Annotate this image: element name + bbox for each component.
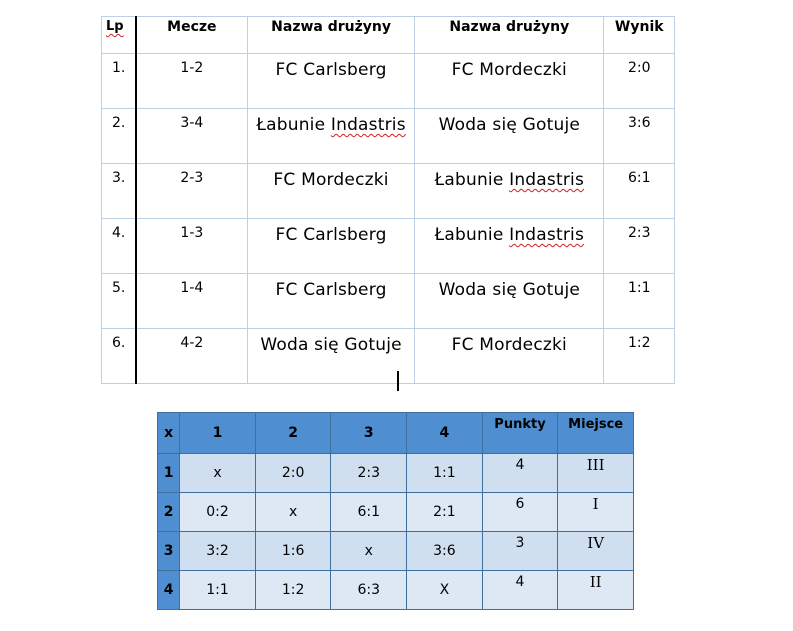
lp-cell: 4. xyxy=(102,219,136,274)
result-cell: 2:0 xyxy=(255,454,331,493)
team1-cell: Woda się Gotuje xyxy=(248,329,415,384)
spellcheck-word: Indastris xyxy=(330,115,406,135)
team1-cell: FC Carlsberg xyxy=(248,219,415,274)
miejsce-cell: III xyxy=(558,454,634,493)
header-punkty: Punkty xyxy=(482,413,558,454)
team2-cell: Woda się Gotuje xyxy=(415,274,604,329)
spellcheck-word: Indastris xyxy=(509,170,584,190)
row-team: 4 xyxy=(158,571,180,610)
miejsce-cell: II xyxy=(558,571,634,610)
result-cell: 3:2 xyxy=(180,532,256,571)
wynik-cell: 6:1 xyxy=(604,164,675,219)
table-row xyxy=(158,454,634,493)
result-cell: 2:3 xyxy=(331,454,407,493)
result-cell: 6:1 xyxy=(331,493,407,532)
lp-cell: 3. xyxy=(102,164,136,219)
result-cell: 1:1 xyxy=(407,454,483,493)
header-team-2: 2 xyxy=(255,413,331,454)
header-wynik: Wynik xyxy=(604,17,675,54)
punkty-cell: 3 xyxy=(482,532,558,571)
matches-table xyxy=(101,16,675,384)
lp-cell: 2. xyxy=(102,109,136,164)
punkty-cell: 4 xyxy=(482,454,558,493)
wynik-cell: 1:1 xyxy=(604,274,675,329)
wynik-cell: 2:0 xyxy=(604,54,675,109)
header-mecze: Mecze xyxy=(136,17,248,54)
header-team2: Nazwa drużyny xyxy=(415,17,604,54)
mecze-cell: 3-4 xyxy=(136,109,248,164)
table-row xyxy=(102,329,675,384)
wynik-cell: 3:6 xyxy=(604,109,675,164)
result-cell: x xyxy=(180,454,256,493)
team2-cell: Woda się Gotuje xyxy=(415,109,604,164)
lp-cell: 5. xyxy=(102,274,136,329)
standings-header-row xyxy=(158,413,634,454)
header-x: x xyxy=(158,413,180,454)
row-team: 3 xyxy=(158,532,180,571)
result-cell: X xyxy=(407,571,483,610)
punkty-cell: 4 xyxy=(482,571,558,610)
miejsce-cell: I xyxy=(558,493,634,532)
team1-cell: Łabunie Indastris xyxy=(248,109,415,164)
header-miejsce: Miejsce xyxy=(558,413,634,454)
table-row xyxy=(102,54,675,109)
mecze-cell: 4-2 xyxy=(136,329,248,384)
spellcheck-word: Indastris xyxy=(509,225,584,245)
table-row xyxy=(102,109,675,164)
table-row xyxy=(102,274,675,329)
lp-cell: 1. xyxy=(102,54,136,109)
row-team: 2 xyxy=(158,493,180,532)
wynik-cell: 1:2 xyxy=(604,329,675,384)
result-cell: 3:6 xyxy=(407,532,483,571)
result-cell: 1:2 xyxy=(255,571,331,610)
team2-cell: Łabunie Indastris xyxy=(415,164,604,219)
result-cell: x xyxy=(331,532,407,571)
team1-cell: FC Carlsberg xyxy=(248,54,415,109)
table-row xyxy=(158,532,634,571)
result-cell: 0:2 xyxy=(180,493,256,532)
header-team1: Nazwa drużyny xyxy=(248,17,415,54)
header-lp: Lp xyxy=(102,17,136,54)
team2-cell: FC Mordeczki xyxy=(415,54,604,109)
lp-cell: 6. xyxy=(102,329,136,384)
mecze-cell: 2-3 xyxy=(136,164,248,219)
header-team-1: 1 xyxy=(180,413,256,454)
result-cell: 1:1 xyxy=(180,571,256,610)
matches-header-row xyxy=(102,17,675,54)
result-cell: 6:3 xyxy=(331,571,407,610)
team2-cell: FC Mordeczki xyxy=(415,329,604,384)
result-cell: 1:6 xyxy=(255,532,331,571)
wynik-cell: 2:3 xyxy=(604,219,675,274)
team1-cell: FC Mordeczki xyxy=(248,164,415,219)
standings-table xyxy=(157,412,634,610)
team1-cell: FC Carlsberg xyxy=(248,274,415,329)
punkty-cell: 6 xyxy=(482,493,558,532)
text-cursor xyxy=(397,371,399,391)
table-row xyxy=(102,219,675,274)
table-row xyxy=(102,164,675,219)
result-cell: 2:1 xyxy=(407,493,483,532)
result-cell: x xyxy=(255,493,331,532)
table-row xyxy=(158,493,634,532)
header-team-4: 4 xyxy=(407,413,483,454)
miejsce-cell: IV xyxy=(558,532,634,571)
table-row xyxy=(158,571,634,610)
mecze-cell: 1-3 xyxy=(136,219,248,274)
mecze-cell: 1-4 xyxy=(136,274,248,329)
row-team: 1 xyxy=(158,454,180,493)
team2-cell: Łabunie Indastris xyxy=(415,219,604,274)
header-team-3: 3 xyxy=(331,413,407,454)
mecze-cell: 1-2 xyxy=(136,54,248,109)
